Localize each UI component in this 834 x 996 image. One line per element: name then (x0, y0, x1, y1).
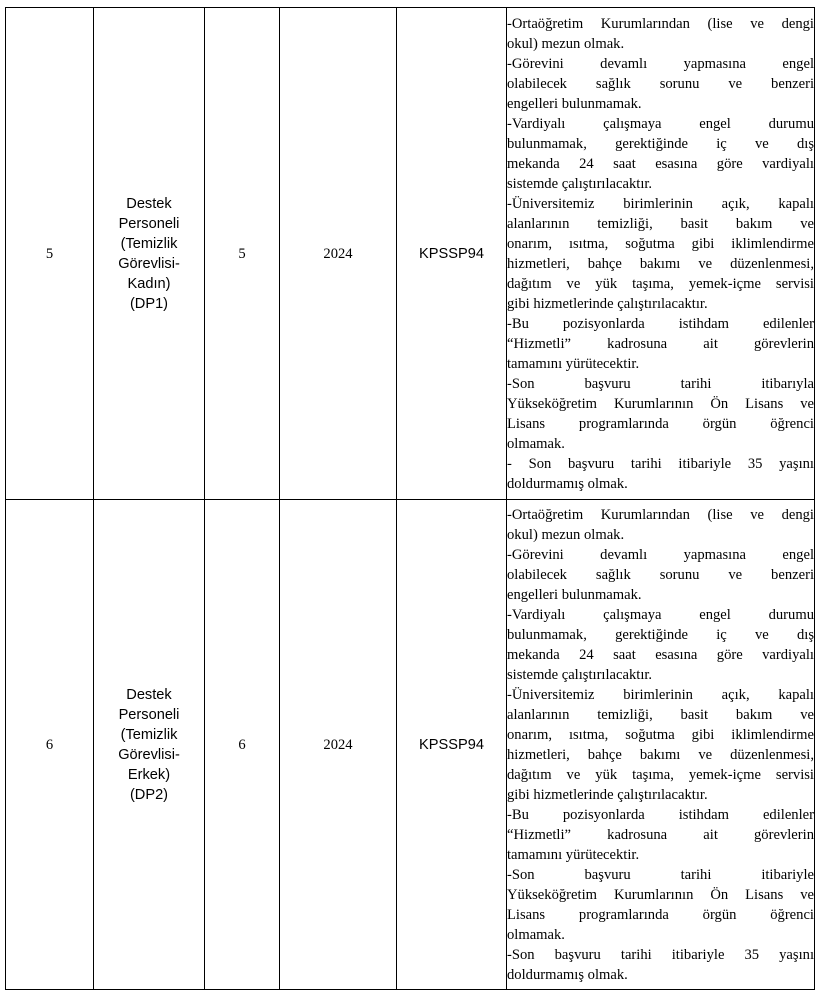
requirement-line: Lisans programlarında örgün öğrenci (507, 906, 814, 923)
requirement-line: hizmetleri, bahçe bakımı ve düzenlenmesi, (507, 746, 814, 763)
requirement-line: mekanda 24 saat esasına göre vardiyalı (507, 155, 814, 172)
requirement-line: engelleri bulunmamak. (507, 95, 642, 112)
requirement-line: hizmetleri, bahçe bakımı ve düzenlenmesi, (507, 255, 814, 272)
requirement-line: doldurmamış olmak. (507, 475, 628, 492)
requirement-item (507, 685, 814, 805)
requirement-line: -Bu pozisyonlarda istihdam edilenler (507, 315, 814, 332)
requirement-line: -Son başvuru tarihi itibariyle 35 yaşını (507, 946, 814, 963)
requirement-line: -Vardiyalı çalışmaya engel durumu (507, 115, 814, 132)
table-row (6, 8, 815, 500)
table-row (6, 500, 815, 990)
requirement-line: mekanda 24 saat esasına göre vardiyalı (507, 646, 814, 663)
requirement-line: alanlarının temizliği, basit bakım ve (507, 706, 814, 723)
requirement-line: sistemde çalıştırılacaktır. (507, 666, 653, 683)
requirement-item (507, 194, 814, 314)
requirement-item (507, 545, 814, 605)
requirement-line: bulunmamak, gerektiğinde iç ve dış (507, 626, 814, 643)
requirement-item (507, 54, 814, 114)
requirement-line: -Üniversitemiz birimlerinin açık, kapalı (507, 686, 814, 703)
requirement-line: alanlarının temizliği, basit bakım ve (507, 215, 814, 232)
requirement-line: olmamak. (507, 435, 565, 452)
position-title: Destek Personeli (Temizlik Görevlisi- Erkek) (DP2) (94, 500, 205, 990)
requirement-line: onarım, ısıtma, soğutma gibi iklimlendirme (507, 235, 814, 252)
requirement-line: okul) mezun olmak. (507, 35, 625, 52)
score-type: KPSSP94 (397, 500, 507, 990)
requirement-line: -Ortaöğretim Kurumlarından (lise ve dengi (507, 15, 814, 32)
table-body (6, 8, 815, 990)
requirement-line: tamamını yürütecektir. (507, 355, 640, 372)
requirement-item (507, 314, 814, 374)
position-count: 6 (205, 500, 280, 990)
position-title: Destek Personeli (Temizlik Görevlisi- Kadın) (DP1) (94, 8, 205, 500)
requirement-line: -Görevini devamlı yapmasına engel (507, 55, 814, 72)
requirement-line: bulunmamak, gerektiğinde iç ve dış (507, 135, 814, 152)
requirement-line: “Hizmetli” kadrosuna ait görevlerin (507, 335, 814, 352)
requirement-line: -Vardiyalı çalışmaya engel durumu (507, 606, 814, 623)
requirement-item (507, 945, 814, 985)
requirement-line: tamamını yürütecektir. (507, 846, 640, 863)
exam-year: 2024 (280, 500, 397, 990)
requirement-line: olabilecek sağlık sorunu ve benzeri (507, 566, 814, 583)
requirements-cell (507, 8, 815, 500)
requirement-item (507, 14, 814, 54)
requirement-item (507, 805, 814, 865)
requirement-line: - Son başvuru tarihi itibariyle 35 yaşını (507, 455, 814, 472)
position-table (5, 7, 815, 990)
requirement-line: Yükseköğretim Kurumlarının Ön Lisans ve (507, 886, 814, 903)
requirement-line: -Son başvuru tarihi itibarıyla (507, 375, 814, 392)
position-count: 5 (205, 8, 280, 500)
requirement-item (507, 114, 814, 194)
requirement-line: -Son başvuru tarihi itibariyle (507, 866, 814, 883)
requirement-line: okul) mezun olmak. (507, 526, 625, 543)
requirement-line: dağıtım ve yük taşıma, yemek-içme servisi (507, 275, 814, 292)
requirement-line: -Bu pozisyonlarda istihdam edilenler (507, 806, 814, 823)
requirement-item (507, 454, 814, 494)
requirement-line: onarım, ısıtma, soğutma gibi iklimlendirme (507, 726, 814, 743)
requirement-line: -Görevini devamlı yapmasına engel (507, 546, 814, 563)
requirement-line: olabilecek sağlık sorunu ve benzeri (507, 75, 814, 92)
requirement-item (507, 865, 814, 945)
requirement-line: dağıtım ve yük taşıma, yemek-içme servisi (507, 766, 814, 783)
requirement-line: gibi hizmetlerinde çalıştırılacaktır. (507, 786, 708, 803)
requirement-line: olmamak. (507, 926, 565, 943)
score-type: KPSSP94 (397, 8, 507, 500)
requirement-line: -Ortaöğretim Kurumlarından (lise ve dengi (507, 506, 814, 523)
row-number: 5 (6, 8, 94, 500)
exam-year: 2024 (280, 8, 397, 500)
requirement-line: “Hizmetli” kadrosuna ait görevlerin (507, 826, 814, 843)
row-number: 6 (6, 500, 94, 990)
requirement-line: doldurmamış olmak. (507, 966, 628, 983)
requirement-line: -Üniversitemiz birimlerinin açık, kapalı (507, 195, 814, 212)
requirements-cell (507, 500, 815, 990)
requirement-line: Yükseköğretim Kurumlarının Ön Lisans ve (507, 395, 814, 412)
requirement-line: sistemde çalıştırılacaktır. (507, 175, 653, 192)
requirement-line: Lisans programlarında örgün öğrenci (507, 415, 814, 432)
requirement-line: engelleri bulunmamak. (507, 586, 642, 603)
requirement-item (507, 605, 814, 685)
requirement-line: gibi hizmetlerinde çalıştırılacaktır. (507, 295, 708, 312)
requirement-item (507, 505, 814, 545)
requirement-item (507, 374, 814, 454)
